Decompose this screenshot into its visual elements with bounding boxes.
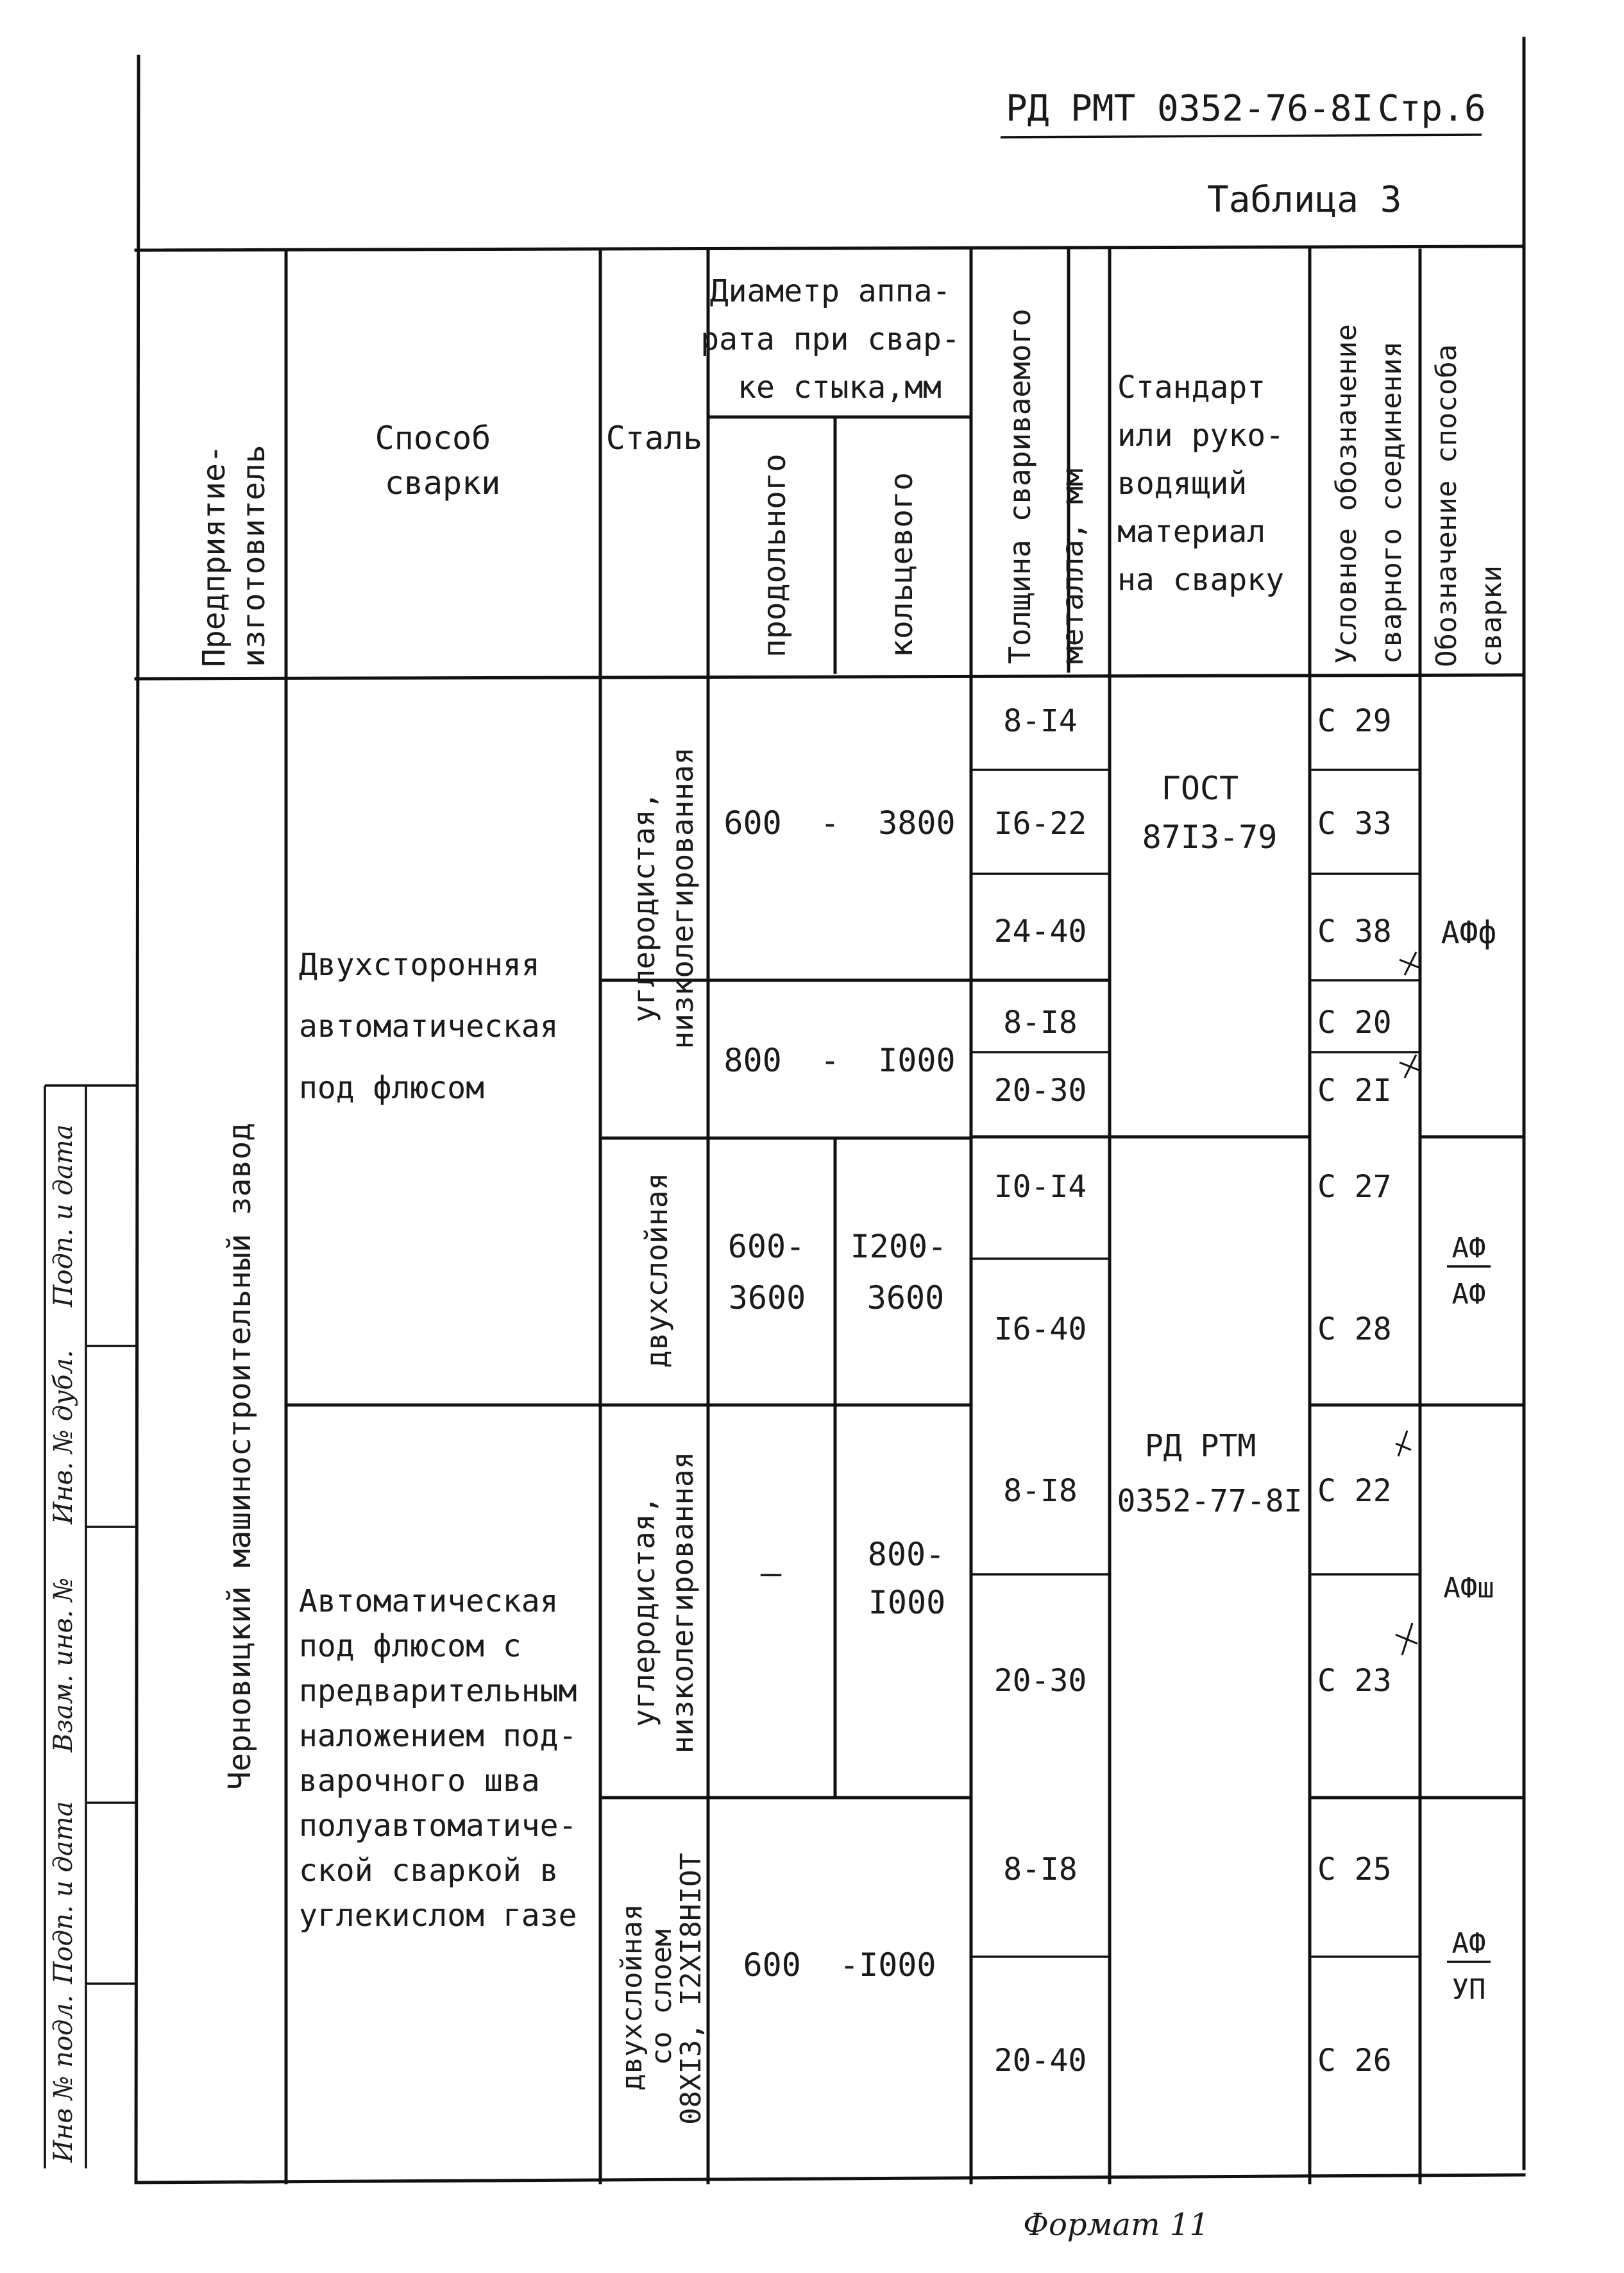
- handwritten-check-marks: [1396, 952, 1419, 1655]
- welding-method-2: Автоматическая под флюсом с предварительным наложением под- варочного шва полуавтоматиче- ской сваркой в углекислом газе: [299, 1583, 577, 1934]
- thickness-value: I6-22: [994, 806, 1087, 842]
- format-footer: Формат 11: [1023, 2207, 1209, 2243]
- welding-method-1: Двухсторонняя автоматическая под флюсом: [299, 947, 559, 1106]
- diameter-long-4: —: [760, 1553, 782, 1593]
- steel-carbon-low-alloy-2: углеродистая, низколегированная: [627, 1451, 700, 1754]
- standard-rd-rtm: РД РТМ 0352-77-8I: [1117, 1428, 1303, 1519]
- process-code-2-top: АФ: [1451, 1232, 1486, 1264]
- joint-designation: С 26: [1317, 2043, 1392, 2079]
- stamp-label: Подп. и дата: [49, 1801, 78, 1984]
- header-standard: Стандарт или руко- водящий материал на сварку: [1117, 370, 1285, 598]
- header-steel: Сталь: [605, 420, 703, 457]
- header-longitudinal: продольного: [757, 454, 793, 658]
- header-process: Обозначение способа сварки: [1430, 344, 1508, 667]
- thickness-value: 20-30: [994, 1073, 1087, 1109]
- diameter-range-1: 600 - 3800: [723, 804, 956, 842]
- table-body: [222, 703, 1496, 2125]
- header-designation: Условное обозначение сварного соединения: [1330, 324, 1408, 664]
- table-grid: [136, 250, 1524, 2183]
- steel-bilayer-2: двухслойная со слоем 08ХI3, I2ХI8НIOТ: [616, 1853, 707, 2125]
- process-code-2-bottom: АФ: [1451, 1278, 1486, 1311]
- diameter-range-2: 800 - I000: [723, 1042, 956, 1079]
- process-code-3: АФш: [1443, 1572, 1494, 1605]
- thickness-value: I6-40: [994, 1311, 1087, 1347]
- stamp-label: Взам. инв. №: [49, 1577, 78, 1753]
- header-enterprise: Предприятие- изготовитель: [196, 445, 272, 667]
- joint-designation: С 22: [1317, 1473, 1392, 1509]
- diameter-circ-3: I200- 3600: [850, 1228, 947, 1316]
- document-code: РД РМТ 0352-76-8I: [1006, 88, 1374, 130]
- thickness-value: 8-I8: [1003, 1005, 1078, 1041]
- standard-gost: ГОСТ 87I3-79: [1142, 770, 1278, 856]
- stamp-label: Подп. и дата: [49, 1124, 78, 1307]
- enterprise-name: Черновицкий машиностроительный завод: [222, 1122, 258, 1791]
- thickness-value: 20-40: [994, 2043, 1087, 2079]
- joint-designation: С 25: [1317, 1852, 1392, 1887]
- page-header: [1001, 88, 1486, 221]
- thickness-value: 20-30: [994, 1663, 1087, 1699]
- header-circular: кольцевого: [884, 472, 920, 658]
- header-thickness: Толщина свариваемого металла, мм: [1002, 309, 1090, 664]
- steel-bilayer-1: двухслойная: [639, 1172, 674, 1368]
- joint-designation: С 20: [1317, 1005, 1392, 1041]
- joint-designation: С 2I: [1317, 1073, 1392, 1109]
- diameter-range-5: 600 -I000: [743, 1946, 936, 1984]
- process-code-1: АФф: [1441, 915, 1497, 951]
- thickness-value: 8-I8: [1003, 1852, 1078, 1887]
- page-number: Стр.6: [1378, 88, 1486, 130]
- diameter-long-3: 600- 3600: [727, 1228, 806, 1316]
- diameter-circ-4: 800- I000: [867, 1536, 946, 1621]
- thickness-value: 24-40: [994, 914, 1087, 949]
- joint-designation: С 33: [1317, 806, 1392, 842]
- steel-carbon-low-alloy-1: углеродистая, низколегированная: [627, 747, 700, 1050]
- stamp-label: Инв. № дубл.: [49, 1350, 78, 1524]
- header-diameter: Диаметр аппа- рата при свар- ке стыка,мм: [700, 273, 960, 405]
- margin-stamp: [45, 1085, 136, 2168]
- joint-designation: С 29: [1317, 703, 1392, 739]
- table-title: Таблица 3: [1207, 179, 1402, 221]
- process-code-4-bottom: УП: [1451, 1973, 1486, 2006]
- joint-designation: С 23: [1317, 1663, 1392, 1699]
- joint-designation: С 38: [1317, 914, 1392, 949]
- stamp-label: Инв № подл.: [49, 1995, 78, 2163]
- thickness-value: 8-I8: [1003, 1473, 1078, 1509]
- header-method: Способ сварки: [375, 420, 501, 502]
- thickness-value: I0-I4: [994, 1169, 1087, 1205]
- process-code-4-top: АФ: [1451, 1927, 1486, 1960]
- thickness-value: 8-I4: [1003, 703, 1078, 739]
- joint-designation: С 28: [1317, 1311, 1392, 1347]
- joint-designation: С 27: [1317, 1169, 1392, 1205]
